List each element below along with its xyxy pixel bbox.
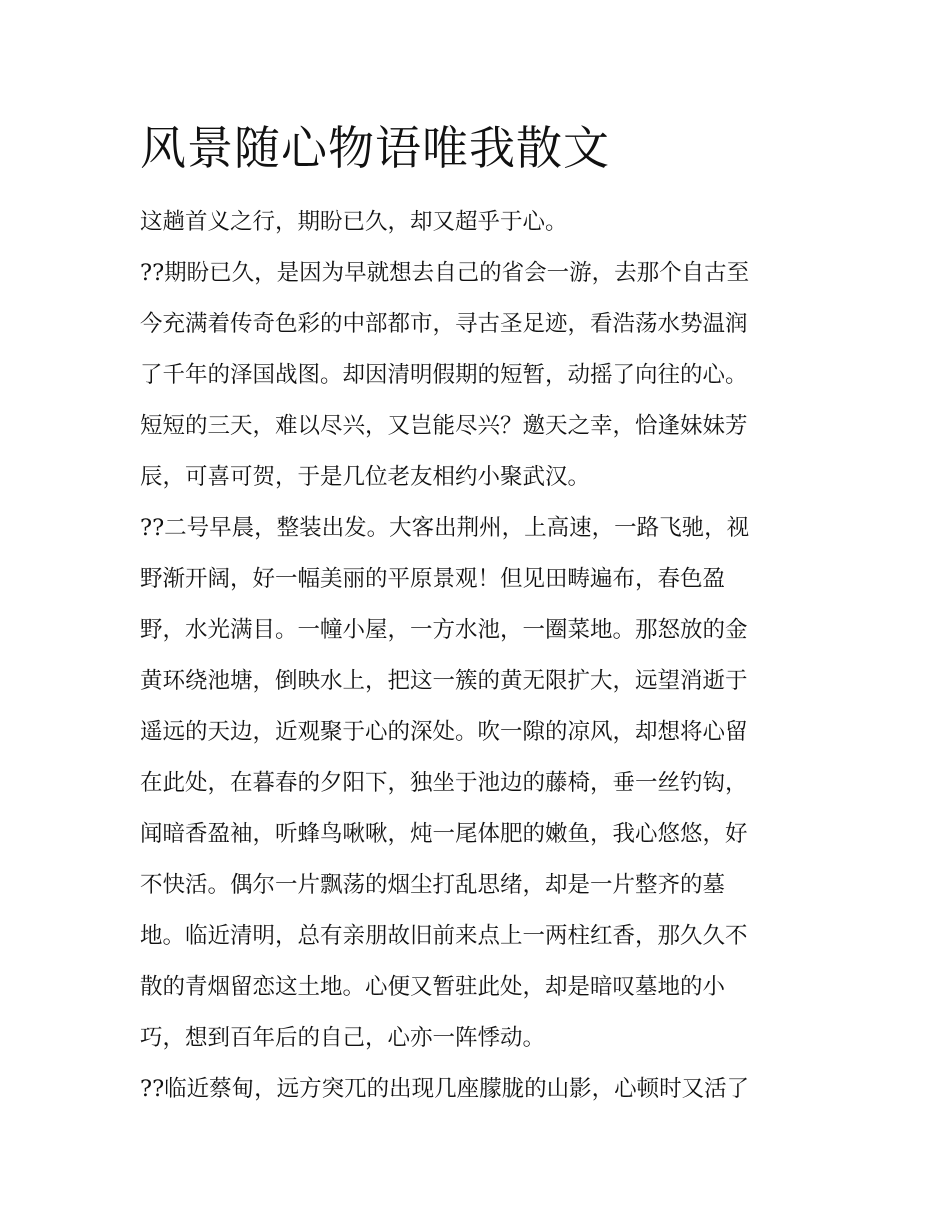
text-line: 野渐开阔，好一幅美丽的平原景观！但见田畴遍布，春色盈 [140,566,726,592]
text-line: ??期盼已久，是因为早就想去自己的省会一游，去那个自古至 [140,260,750,286]
text-line: 遥远的天边，近观聚于心的深处。吹一隙的凉风，却想将心留 [140,719,748,745]
document-title: 风景随心物语唯我散文 [140,121,610,175]
text-line: 辰，可喜可贺，于是几位老友相约小聚武汉。 [140,464,591,490]
text-line: 不快活。偶尔一片飘荡的烟尘打乱思绪，却是一片整齐的墓 [140,872,726,898]
text-line: 黄环绕池塘，倒映水上，把这一簇的黄无限扩大，远望消逝于 [140,668,748,694]
text-line: 在此处，在暮春的夕阳下，独坐于池边的藤椅，垂一丝钓钩， [140,770,748,796]
text-line: 巧，想到百年后的自己，心亦一阵悸动。 [140,1025,546,1051]
text-line: ??二号早晨，整装出发。大客出荆州，上高速，一路飞驰，视 [140,515,750,541]
text-line: ??临近蔡甸，远方突兀的出现几座朦胧的山影，心顿时又活了 [140,1076,750,1102]
text-line: 地。临近清明，总有亲朋故旧前来点上一两柱红香，那久久不 [140,923,748,949]
text-line: 了千年的泽国战图。却因清明假期的短暂，动摇了向往的心。 [140,362,748,388]
text-line: 散的青烟留恋这土地。心便又暂驻此处，却是暗叹墓地的小 [140,974,726,1000]
text-line: 野，水光满目。一幢小屋，一方水池，一圈菜地。那怒放的金 [140,617,748,643]
text-line: 短短的三天，难以尽兴，又岂能尽兴？邀天之幸，恰逢妹妹芳 [140,413,748,439]
text-line: 闻暗香盈袖，听蜂鸟啾啾，炖一尾体肥的嫩鱼，我心悠悠，好 [140,821,748,847]
text-line: 这趟首义之行，期盼已久，却又超乎于心。 [140,209,568,235]
text-line: 今充满着传奇色彩的中部都市，寻古圣足迹，看浩荡水势温润 [140,311,748,337]
